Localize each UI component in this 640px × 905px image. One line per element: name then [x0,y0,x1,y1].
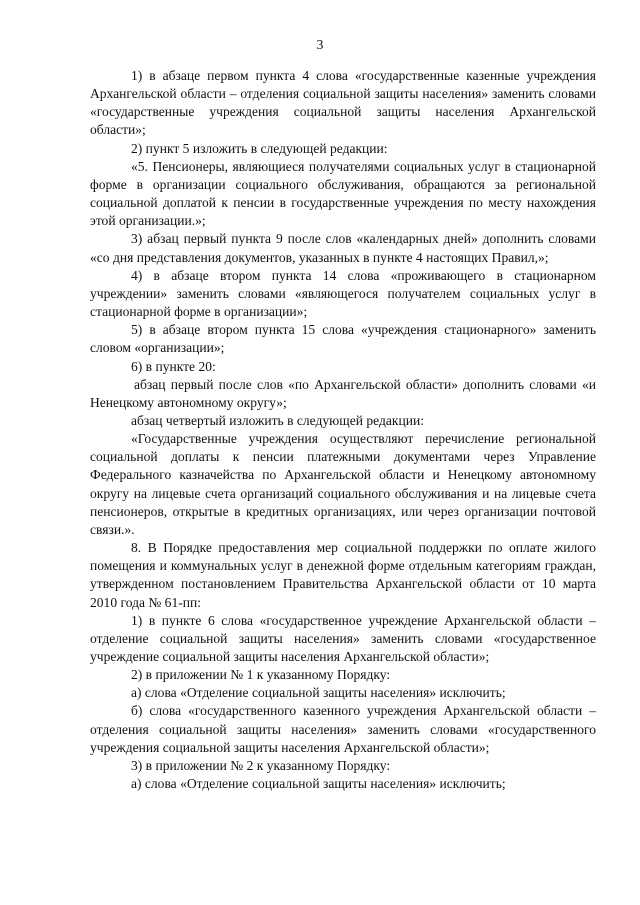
paragraph-amendment-4: 4) в абзаце втором пункта 14 слова «проживающего в стационарном учреждении» заменить словами «являющегося получателем социальных услуг в стационарной форме в организации»; [90,267,596,320]
document-body [90,67,596,793]
paragraph-abzac-fourth: абзац четвертый изложить в следующей редакции: [131,412,424,428]
paragraph-section-8-item-2: 2) в приложении № 1 к указанному Порядку: [131,667,391,683]
paragraph-quote-state-institutions: «Государственные учреждения осуществляют перечисление региональной социальной доплаты к пенсии платежными документами через Управление Федерального казначейства по Архангельской области и Ненецкому автономному округу на лицевые счета организаций социального обслуживания и на лицевые счета пенсионеров, открытые в кредитных организациях, или через организации почтовой связи.». [90,431,596,537]
paragraph-section-8-item-3a: а) слова «Отделение социальной защиты населения» исключить; [131,776,506,792]
paragraph-amendment-6: 6) в пункте 20: [131,358,216,374]
paragraph-section-8: 8. В Порядке предоставления мер социальной поддержки по оплате жилого помещения и коммунальных услуг в денежной форме отдельным категориям граждан, утвержденном постановлением Правительства Архангельской области от 10 марта 2010 года № 61-пп: [90,540,596,610]
paragraph-section-8-item-3: 3) в приложении № 2 к указанному Порядку: [131,757,391,773]
paragraph-section-8-item-2a: а) слова «Отделение социальной защиты населения» исключить; [131,685,506,701]
paragraph-abzac-first: абзац первый после слов «по Архангельской области» дополнить словами «и Ненецкому автономному округу»; [90,376,596,410]
paragraph-amendment-5: 5) в абзаце втором пункта 15 слова «учреждения стационарного» заменить словом «организации»; [90,322,596,356]
page-number: 3 [316,37,324,52]
paragraph-section-8-item-1: 1) в пункте 6 слова «государственное учреждение Архангельской области – отделение социальной защиты населения» заменить словами «государственное учреждение социальной защиты населения Архангельской области»; [90,612,596,664]
paragraph-section-8-item-2b: б) слова «государственного казенного учреждения Архангельской области – отделения социальной защиты населения» заменить словами «государственного учреждения социальной защиты населения Архангельской области»; [90,703,596,755]
paragraph-quote-point-5: «5. Пенсионеры, являющиеся получателями социальных услуг в стационарной форме в организации социального обслуживания, обращаются за региональной социальной доплатой к пенсии в государственные учреждения по месту нахождения этой организации.»; [90,158,596,229]
paragraph-amendment-3: 3) абзац первый пункта 9 после слов «календарных дней» дополнить словами «со дня представления документов, указанных в пункте 4 настоящих Правил,»; [90,231,596,265]
paragraph-amendment-1: 1) в абзаце первом пункта 4 слова «государственные казенные учреждения Архангельской области – отделения социальной защиты населения» заменить словами «государственные учреждения социальной защиты населения Архангельской области»; [90,68,596,138]
paragraph-amendment-2: 2) пункт 5 изложить в следующей редакции: [131,140,388,156]
